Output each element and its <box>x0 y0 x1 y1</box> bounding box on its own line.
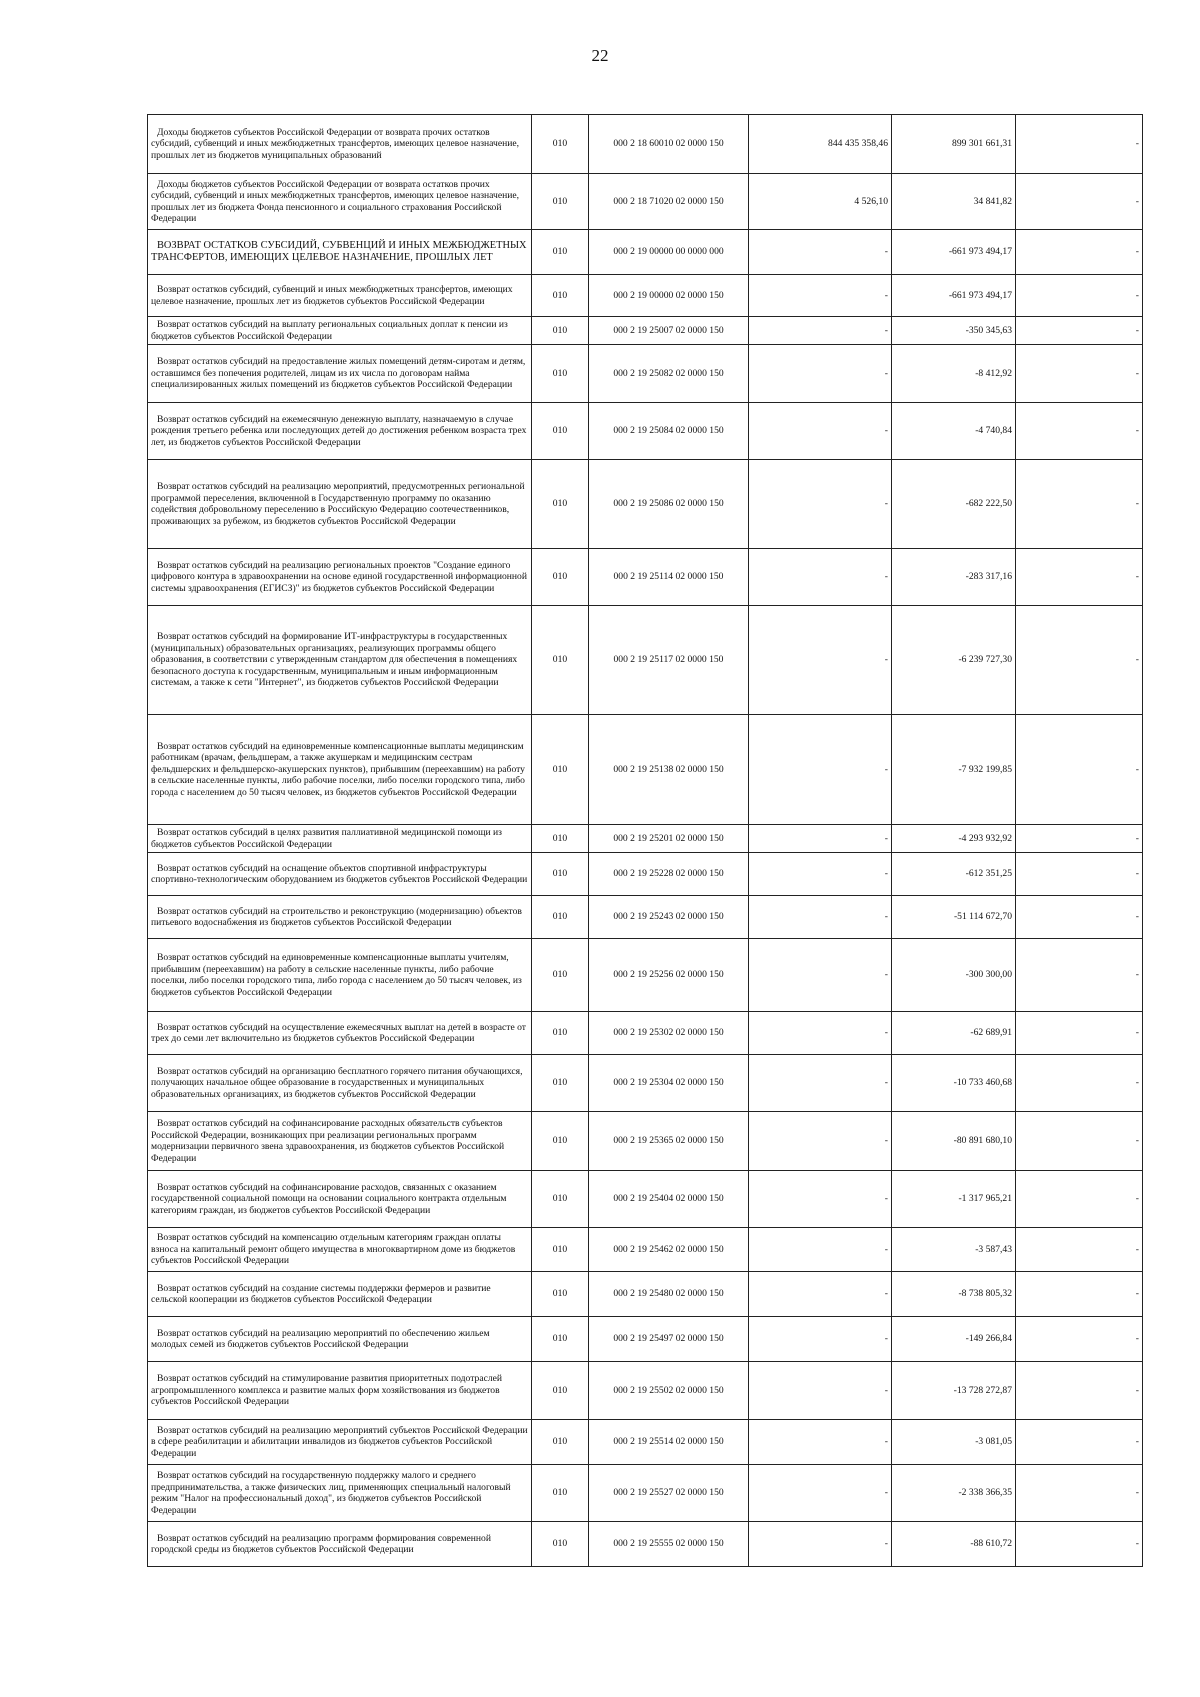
row-line-code-cell: 010 <box>532 606 589 715</box>
table-row <box>148 317 1143 345</box>
row-name-cell: ВОЗВРАТ ОСТАТКОВ СУБСИДИЙ, СУБВЕНЦИЙ И ИНЫХ МЕЖБЮДЖЕТНЫХ ТРАНСФЕРТОВ, ИМЕЮЩИХ ЦЕЛЕВОЕ НАЗНАЧЕНИЕ, ПРОШЛЫХ ЛЕТ <box>148 230 532 275</box>
row-value-2-cell: -3 081,05 <box>892 1420 1016 1465</box>
row-value-1-cell: - <box>749 1317 892 1362</box>
row-value-1-cell: - <box>749 606 892 715</box>
row-value-3-cell: - <box>1016 1112 1143 1171</box>
row-budget-code-cell: 000 2 19 25117 02 0000 150 <box>589 606 749 715</box>
row-value-3-cell: - <box>1016 1420 1143 1465</box>
row-name-cell: Возврат остатков субсидий на стимулирование развития приоритетных подотраслей агропромышленного комплекса и развитие малых форм хозяйствования из бюджетов субъектов Российской Федерации <box>148 1362 532 1420</box>
table-row <box>148 403 1143 460</box>
row-value-2-cell: -88 610,72 <box>892 1522 1016 1567</box>
row-value-1-cell: - <box>749 1465 892 1522</box>
row-value-1-cell: - <box>749 1012 892 1055</box>
row-value-1-cell: - <box>749 1112 892 1171</box>
row-value-3-cell: - <box>1016 715 1143 825</box>
table-row <box>148 1272 1143 1317</box>
row-value-1-cell: 844 435 358,46 <box>749 115 892 174</box>
row-budget-code-cell: 000 2 19 25365 02 0000 150 <box>589 1112 749 1171</box>
row-budget-code-cell: 000 2 19 25527 02 0000 150 <box>589 1465 749 1522</box>
table-row <box>148 460 1143 549</box>
row-line-code-cell: 010 <box>532 1420 589 1465</box>
table-row <box>148 230 1143 275</box>
row-value-2-cell: -2 338 366,35 <box>892 1465 1016 1522</box>
table-row <box>148 174 1143 230</box>
row-line-code-cell: 010 <box>532 1522 589 1567</box>
row-budget-code-cell: 000 2 19 25302 02 0000 150 <box>589 1012 749 1055</box>
budget-table-body <box>148 115 1143 1567</box>
row-name-cell: Возврат остатков субсидий на реализацию мероприятий, предусмотренных региональной программой переселения, включенной в Государственную программу по оказанию содействия добровольному переселению в Российскую Федерацию соотечественников, проживающих за рубежом, из бюджетов субъектов Российской Федерации <box>148 460 532 549</box>
table-row <box>148 275 1143 317</box>
row-name-cell: Возврат остатков субсидий в целях развития паллиативной медицинской помощи из бюджетов субъектов Российской Федерации <box>148 825 532 853</box>
row-name-cell: Возврат остатков субсидий на государственную поддержку малого и среднего предпринимательства, а также физических лиц, применяющих специальный налоговый режим "Налог на профессиональный доход", из бюджетов субъектов Российской Федерации <box>148 1465 532 1522</box>
row-name-cell: Возврат остатков субсидий на реализацию программ формирования современной городской среды из бюджетов субъектов Российской Федерации <box>148 1522 532 1567</box>
row-name-cell: Возврат остатков субсидий на оснащение объектов спортивной инфраструктуры спортивно-технологическим оборудованием из бюджетов субъектов Российской Федерации <box>148 853 532 896</box>
row-line-code-cell: 010 <box>532 1465 589 1522</box>
table-row <box>148 1055 1143 1112</box>
row-value-2-cell: -51 114 672,70 <box>892 896 1016 939</box>
row-value-2-cell: 34 841,82 <box>892 174 1016 230</box>
row-value-1-cell: - <box>749 896 892 939</box>
row-name-cell: Возврат остатков субсидий, субвенций и иных межбюджетных трансфертов, имеющих целевое назначение, прошлых лет из бюджетов субъектов Российской Федерации <box>148 275 532 317</box>
row-line-code-cell: 010 <box>532 1228 589 1272</box>
row-name-cell: Возврат остатков субсидий на реализацию мероприятий по обеспечению жильем молодых семей из бюджетов субъектов Российской Федерации <box>148 1317 532 1362</box>
row-value-3-cell: - <box>1016 345 1143 403</box>
table-row <box>148 939 1143 1012</box>
row-value-1-cell: - <box>749 1362 892 1420</box>
row-budget-code-cell: 000 2 19 25256 02 0000 150 <box>589 939 749 1012</box>
row-line-code-cell: 010 <box>532 275 589 317</box>
table-row <box>148 1420 1143 1465</box>
row-value-2-cell: -661 973 494,17 <box>892 230 1016 275</box>
table-row <box>148 825 1143 853</box>
row-value-2-cell: -682 222,50 <box>892 460 1016 549</box>
row-line-code-cell: 010 <box>532 825 589 853</box>
row-value-2-cell: -612 351,25 <box>892 853 1016 896</box>
row-budget-code-cell: 000 2 19 25114 02 0000 150 <box>589 549 749 606</box>
row-name-cell: Доходы бюджетов субъектов Российской Федерации от возврата остатков прочих субсидий, субвенций и иных межбюджетных трансфертов, имеющих целевое назначение, прошлых лет из бюджета Фонда пенсионного и социального страхования Российской Федерации <box>148 174 532 230</box>
row-name-cell: Возврат остатков субсидий на реализацию мероприятий субъектов Российской Федерации в сфере реабилитации и абилитации инвалидов из бюджетов субъектов Российской Федерации <box>148 1420 532 1465</box>
row-value-3-cell: - <box>1016 606 1143 715</box>
row-value-1-cell: - <box>749 345 892 403</box>
row-line-code-cell: 010 <box>532 549 589 606</box>
row-value-3-cell: - <box>1016 1362 1143 1420</box>
row-value-2-cell: 899 301 661,31 <box>892 115 1016 174</box>
row-name-cell: Возврат остатков субсидий на предоставление жилых помещений детям-сиротам и детям, оставшимся без попечения родителей, лицам из их числа по договорам найма специализированных жилых помещений из бюджетов субъектов Российской Федерации <box>148 345 532 403</box>
row-value-3-cell: - <box>1016 1055 1143 1112</box>
row-value-3-cell: - <box>1016 115 1143 174</box>
row-budget-code-cell: 000 2 19 25228 02 0000 150 <box>589 853 749 896</box>
table-row <box>148 1362 1143 1420</box>
row-budget-code-cell: 000 2 19 25404 02 0000 150 <box>589 1171 749 1228</box>
row-value-3-cell: - <box>1016 230 1143 275</box>
row-value-2-cell: -3 587,43 <box>892 1228 1016 1272</box>
row-line-code-cell: 010 <box>532 939 589 1012</box>
row-value-1-cell: - <box>749 317 892 345</box>
row-value-1-cell: - <box>749 825 892 853</box>
row-value-1-cell: - <box>749 1228 892 1272</box>
row-line-code-cell: 010 <box>532 317 589 345</box>
row-name-cell: Возврат остатков субсидий на реализацию региональных проектов "Создание единого цифрового контура в здравоохранении на основе единой государственной информационной системы здравоохранения (ЕГИСЗ)" из бюджетов субъектов Российской Федерации <box>148 549 532 606</box>
row-budget-code-cell: 000 2 19 25201 02 0000 150 <box>589 825 749 853</box>
row-value-3-cell: - <box>1016 1465 1143 1522</box>
row-value-2-cell: -350 345,63 <box>892 317 1016 345</box>
table-row <box>148 1228 1143 1272</box>
row-value-1-cell: - <box>749 403 892 460</box>
row-value-2-cell: -8 412,92 <box>892 345 1016 403</box>
row-value-1-cell: - <box>749 853 892 896</box>
row-value-1-cell: 4 526,10 <box>749 174 892 230</box>
row-line-code-cell: 010 <box>532 403 589 460</box>
row-value-3-cell: - <box>1016 853 1143 896</box>
row-budget-code-cell: 000 2 18 71020 02 0000 150 <box>589 174 749 230</box>
row-name-cell: Возврат остатков субсидий на софинансирование расходных обязательств субъектов Российской Федерации, возникающих при реализации региональных программ модернизации первичного звена здравоохранения, из бюджетов субъектов Российской Федерации <box>148 1112 532 1171</box>
row-line-code-cell: 010 <box>532 1362 589 1420</box>
row-line-code-cell: 010 <box>532 896 589 939</box>
row-line-code-cell: 010 <box>532 853 589 896</box>
row-value-3-cell: - <box>1016 896 1143 939</box>
table-row <box>148 896 1143 939</box>
table-row <box>148 1522 1143 1567</box>
row-value-1-cell: - <box>749 1522 892 1567</box>
row-line-code-cell: 010 <box>532 1112 589 1171</box>
row-name-cell: Возврат остатков субсидий на компенсацию отдельным категориям граждан оплаты взноса на капитальный ремонт общего имущества в многоквартирном доме из бюджетов субъектов Российской Федерации <box>148 1228 532 1272</box>
row-value-2-cell: -4 293 932,92 <box>892 825 1016 853</box>
table-row <box>148 1012 1143 1055</box>
row-value-2-cell: -300 300,00 <box>892 939 1016 1012</box>
row-name-cell: Возврат остатков субсидий на единовременные компенсационные выплаты учителям, прибывшим (переехавшим) на работу в сельские населенные пункты, либо рабочие поселки, либо поселки городского типа, либо города с населением до 50 тысяч человек, из бюджетов субъектов Российской Федерации <box>148 939 532 1012</box>
row-value-2-cell: -80 891 680,10 <box>892 1112 1016 1171</box>
row-line-code-cell: 010 <box>532 460 589 549</box>
row-value-1-cell: - <box>749 460 892 549</box>
row-value-1-cell: - <box>749 230 892 275</box>
row-value-3-cell: - <box>1016 317 1143 345</box>
row-line-code-cell: 010 <box>532 715 589 825</box>
row-value-1-cell: - <box>749 1272 892 1317</box>
row-value-2-cell: -13 728 272,87 <box>892 1362 1016 1420</box>
table-row <box>148 549 1143 606</box>
row-value-3-cell: - <box>1016 1317 1143 1362</box>
row-value-2-cell: -10 733 460,68 <box>892 1055 1016 1112</box>
page-number: 22 <box>591 46 609 65</box>
table-row <box>148 1465 1143 1522</box>
row-budget-code-cell: 000 2 18 60010 02 0000 150 <box>589 115 749 174</box>
row-value-2-cell: -7 932 199,85 <box>892 715 1016 825</box>
row-name-cell: Возврат остатков субсидий на софинансирование расходов, связанных с оказанием государственной социальной помощи на основании социального контракта отдельным категориям граждан, из бюджетов субъектов Российской Федерации <box>148 1171 532 1228</box>
row-budget-code-cell: 000 2 19 00000 00 0000 000 <box>589 230 749 275</box>
table-row <box>148 1112 1143 1171</box>
row-value-3-cell: - <box>1016 825 1143 853</box>
table-row <box>148 1317 1143 1362</box>
row-name-cell: Возврат остатков субсидий на ежемесячную денежную выплату, назначаемую в случае рождения третьего ребенка или последующих детей до достижения ребенком возраста трех лет, из бюджетов субъектов Российской Федерации <box>148 403 532 460</box>
row-name-cell: Возврат остатков субсидий на формирование ИТ-инфраструктуры в государственных (муниципальных) образовательных организациях, реализующих программы общего образования, в соответствии с утвержденным стандартом для обеспечения в помещениях безопасного доступа к государственным, муниципальным и иным информационным системам, а также к сети "Интернет", из бюджетов субъектов Российской Федерации <box>148 606 532 715</box>
row-budget-code-cell: 000 2 19 25480 02 0000 150 <box>589 1272 749 1317</box>
row-budget-code-cell: 000 2 19 25007 02 0000 150 <box>589 317 749 345</box>
row-line-code-cell: 010 <box>532 230 589 275</box>
row-budget-code-cell: 000 2 19 25084 02 0000 150 <box>589 403 749 460</box>
row-line-code-cell: 010 <box>532 174 589 230</box>
row-value-3-cell: - <box>1016 275 1143 317</box>
table-row <box>148 606 1143 715</box>
row-name-cell: Доходы бюджетов субъектов Российской Федерации от возврата прочих остатков субсидий, субвенций и иных межбюджетных трансфертов, имеющих целевое назначение, прошлых лет из бюджетов муниципальных образований <box>148 115 532 174</box>
row-budget-code-cell: 000 2 19 25304 02 0000 150 <box>589 1055 749 1112</box>
row-value-3-cell: - <box>1016 549 1143 606</box>
row-line-code-cell: 010 <box>532 1317 589 1362</box>
row-value-3-cell: - <box>1016 460 1143 549</box>
row-name-cell: Возврат остатков субсидий на строительство и реконструкцию (модернизацию) объектов питьевого водоснабжения из бюджетов субъектов Российской Федерации <box>148 896 532 939</box>
row-value-1-cell: - <box>749 549 892 606</box>
row-value-2-cell: -4 740,84 <box>892 403 1016 460</box>
row-budget-code-cell: 000 2 19 25497 02 0000 150 <box>589 1317 749 1362</box>
row-value-1-cell: - <box>749 275 892 317</box>
row-value-1-cell: - <box>749 715 892 825</box>
row-line-code-cell: 010 <box>532 1171 589 1228</box>
budget-table <box>147 114 1143 1567</box>
row-name-cell: Возврат остатков субсидий на выплату региональных социальных доплат к пенсии из бюджетов субъектов Российской Федерации <box>148 317 532 345</box>
row-line-code-cell: 010 <box>532 1272 589 1317</box>
row-value-2-cell: -283 317,16 <box>892 549 1016 606</box>
row-value-2-cell: -1 317 965,21 <box>892 1171 1016 1228</box>
table-row <box>148 715 1143 825</box>
row-value-1-cell: - <box>749 1420 892 1465</box>
row-value-3-cell: - <box>1016 1171 1143 1228</box>
row-budget-code-cell: 000 2 19 25502 02 0000 150 <box>589 1362 749 1420</box>
row-value-3-cell: - <box>1016 1228 1143 1272</box>
row-value-3-cell: - <box>1016 174 1143 230</box>
row-value-2-cell: -8 738 805,32 <box>892 1272 1016 1317</box>
row-value-3-cell: - <box>1016 1012 1143 1055</box>
table-row <box>148 115 1143 174</box>
row-name-cell: Возврат остатков субсидий на осуществление ежемесячных выплат на детей в возрасте от трех до семи лет включительно из бюджетов субъектов Российской Федерации <box>148 1012 532 1055</box>
row-name-cell: Возврат остатков субсидий на создание системы поддержки фермеров и развитие сельской кооперации из бюджетов субъектов Российской Федерации <box>148 1272 532 1317</box>
row-value-3-cell: - <box>1016 939 1143 1012</box>
row-budget-code-cell: 000 2 19 25138 02 0000 150 <box>589 715 749 825</box>
row-budget-code-cell: 000 2 19 25555 02 0000 150 <box>589 1522 749 1567</box>
row-budget-code-cell: 000 2 19 25082 02 0000 150 <box>589 345 749 403</box>
row-budget-code-cell: 000 2 19 00000 02 0000 150 <box>589 275 749 317</box>
row-value-3-cell: - <box>1016 1272 1143 1317</box>
row-budget-code-cell: 000 2 19 25243 02 0000 150 <box>589 896 749 939</box>
row-value-1-cell: - <box>749 939 892 1012</box>
row-line-code-cell: 010 <box>532 345 589 403</box>
row-value-2-cell: -62 689,91 <box>892 1012 1016 1055</box>
row-budget-code-cell: 000 2 19 25462 02 0000 150 <box>589 1228 749 1272</box>
row-value-1-cell: - <box>749 1055 892 1112</box>
row-budget-code-cell: 000 2 19 25086 02 0000 150 <box>589 460 749 549</box>
row-name-cell: Возврат остатков субсидий на организацию бесплатного горячего питания обучающихся, получающих начальное общее образование в государственных и муниципальных образовательных организациях, из бюджетов субъектов Российской Федерации <box>148 1055 532 1112</box>
row-line-code-cell: 010 <box>532 115 589 174</box>
row-name-cell: Возврат остатков субсидий на единовременные компенсационные выплаты медицинским работникам (врачам, фельдшерам, а также акушеркам и медицинским сестрам фельдшерских и фельдшерско-акушерских пунктов), прибывшим (переехавшим) на работу в сельские населенные пункты, либо рабочие поселки, либо поселки городского типа, либо города с населением до 50 тысяч человек, из бюджетов субъектов Российской Федерации <box>148 715 532 825</box>
table-row <box>148 345 1143 403</box>
row-value-2-cell: -6 239 727,30 <box>892 606 1016 715</box>
row-line-code-cell: 010 <box>532 1012 589 1055</box>
row-line-code-cell: 010 <box>532 1055 589 1112</box>
row-value-2-cell: -149 266,84 <box>892 1317 1016 1362</box>
table-row <box>148 1171 1143 1228</box>
table-row <box>148 853 1143 896</box>
row-value-2-cell: -661 973 494,17 <box>892 275 1016 317</box>
row-value-3-cell: - <box>1016 1522 1143 1567</box>
row-value-3-cell: - <box>1016 403 1143 460</box>
row-budget-code-cell: 000 2 19 25514 02 0000 150 <box>589 1420 749 1465</box>
row-value-1-cell: - <box>749 1171 892 1228</box>
